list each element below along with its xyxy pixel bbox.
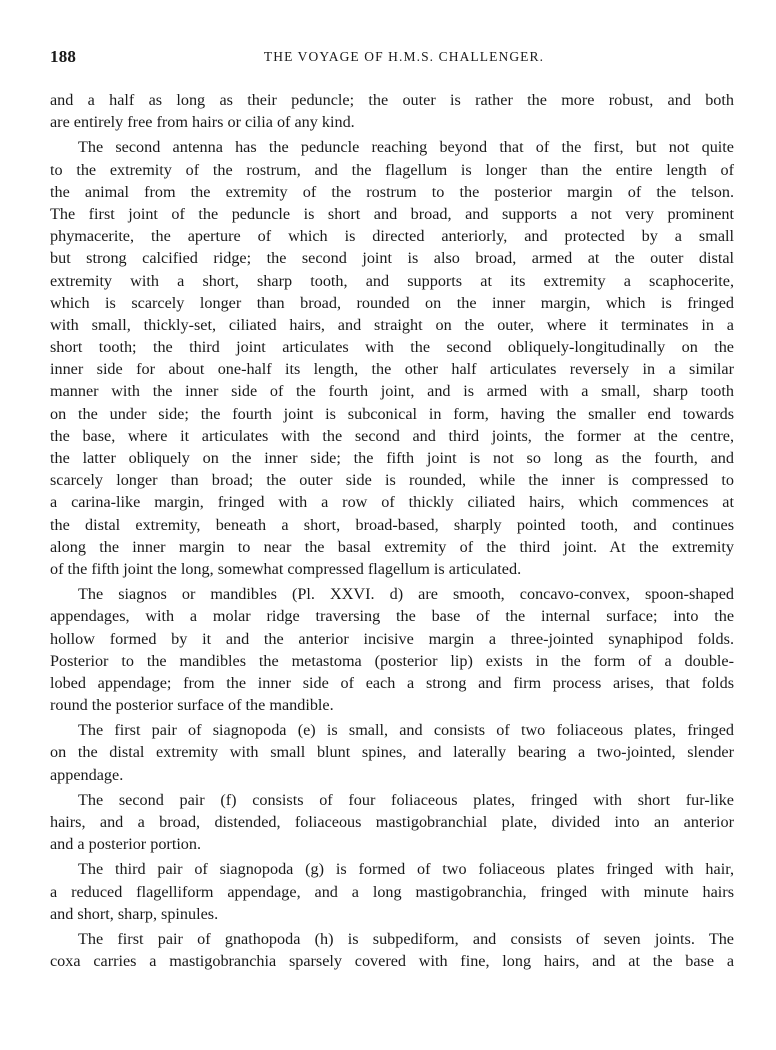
text-line: manner with the inner side of the fourth joint, and is armed with a small, sharp tooth (50, 382, 734, 401)
text-line: and short, sharp, spinules. (50, 904, 219, 923)
text-line: on the distal extremity with small blunt spines, and laterally bearing a two-jointed, slender (50, 743, 734, 762)
text-line: and a half as long as their peduncle; the outer is rather the more robust, and both (50, 91, 734, 109)
text-line: The siagnos or mandibles (Pl. XXVI. d) are smooth, concavo-convex, spoon-shaped (78, 585, 734, 604)
text-line: The first joint of the peduncle is short and broad, and supports a not very prominent (50, 204, 734, 223)
text-line: the latter obliquely on the inner side; the fifth joint is not so long as the fourth, and (50, 449, 734, 467)
text-line: The second antenna has the peduncle reaching beyond that of the first, but not quite (78, 138, 734, 157)
paragraph (50, 928, 734, 972)
running-title: THE VOYAGE OF H.M.S. CHALLENGER. (263, 49, 545, 64)
text-line: on the under side; the fourth joint is subconical in form, having the smaller end towards (50, 404, 734, 423)
text-line: phymacerite, the aperture of which is directed anteriorly, and protected by a small (50, 227, 734, 246)
text-line: along the inner margin to near the basal extremity of the third joint. At the extremity (50, 537, 734, 556)
text-line: The first pair of gnathopoda (h) is subpediform, and consists of seven joints. The (78, 929, 734, 948)
text-line: a reduced flagelliform appendage, and a long mastigobranchia, fringed with minute hairs (50, 882, 734, 901)
text-line: but strong calcified ridge; the second joint is also broad, armed at the outer distal (50, 249, 734, 268)
text-line: inner side for about one-half its length, the other half articulates reversely in a similar (50, 360, 734, 379)
paragraph (50, 89, 734, 133)
text-line: scarcely longer than broad; the outer side is rounded, while the inner is compressed to (50, 471, 734, 490)
text-line: round the posterior surface of the mandible. (50, 696, 334, 715)
paragraph (50, 719, 734, 786)
paragraph (50, 136, 734, 580)
text-line: of the fifth joint the long, somewhat compressed flagellum is articulated. (50, 559, 522, 578)
text-line: coxa carries a mastigobranchia sparsely covered with fine, long hairs, and at the base a (50, 952, 734, 971)
text-line: hollow formed by it and the anterior incisive margin a three-jointed synaphipod folds. (50, 629, 734, 648)
text-line: a carina-like margin, fringed with a row of thickly ciliated hairs, which commences at (50, 493, 734, 512)
text-line: the base, where it articulates with the second and third joints, the former at the centre, (50, 426, 734, 445)
paragraph (50, 789, 734, 856)
text-line: the animal from the extremity of the rostrum to the posterior margin of the telson. (50, 182, 734, 201)
text-line: are entirely free from hairs or cilia of any kind. (50, 113, 355, 132)
body-text (50, 89, 734, 972)
text-line: extremity with a short, sharp tooth, and supports at its extremity a scaphocerite, (50, 271, 734, 290)
text-line: hairs, and a broad, distended, foliaceous mastigobranchial plate, divided into an anterior (50, 813, 734, 831)
text-line: the distal extremity, beneath a short, broad-based, sharply pointed tooth, and continues (50, 515, 734, 534)
text-line: The first pair of siagnopoda (e) is small, and consists of two foliaceous plates, fringed (78, 721, 734, 740)
paragraph (50, 858, 734, 925)
text-line: The second pair (f) consists of four foliaceous plates, fringed with short fur-like (78, 790, 734, 809)
text-line: The third pair of siagnopoda (g) is formed of two foliaceous plates fringed with hair, (78, 860, 734, 879)
text-line: appendage. (50, 765, 124, 784)
text-line: lobed appendage; from the inner side of each a strong and firm process arises, that folds (50, 673, 734, 692)
text-line: Posterior to the mandibles the metastoma (posterior lip) exists in the form of a double- (50, 651, 734, 670)
text-line: appendages, with a molar ridge traversing the base of the internal surface; into the (50, 607, 734, 626)
text-line: which is scarcely longer than broad, rounded on the inner margin, which is fringed (50, 293, 734, 312)
page-header (50, 47, 734, 71)
text-line: to the extremity of the rostrum, and the flagellum is longer than the entire length of (50, 160, 734, 179)
text-line: with small, thickly-set, ciliated hairs, and straight on the outer, where it terminates in a (50, 315, 734, 334)
page-number: 188 (50, 47, 77, 66)
paragraph (50, 583, 734, 716)
text-line: and a posterior portion. (50, 835, 202, 854)
text-line: short tooth; the third joint articulates with the second obliquely-longitudinally on the (50, 338, 734, 357)
